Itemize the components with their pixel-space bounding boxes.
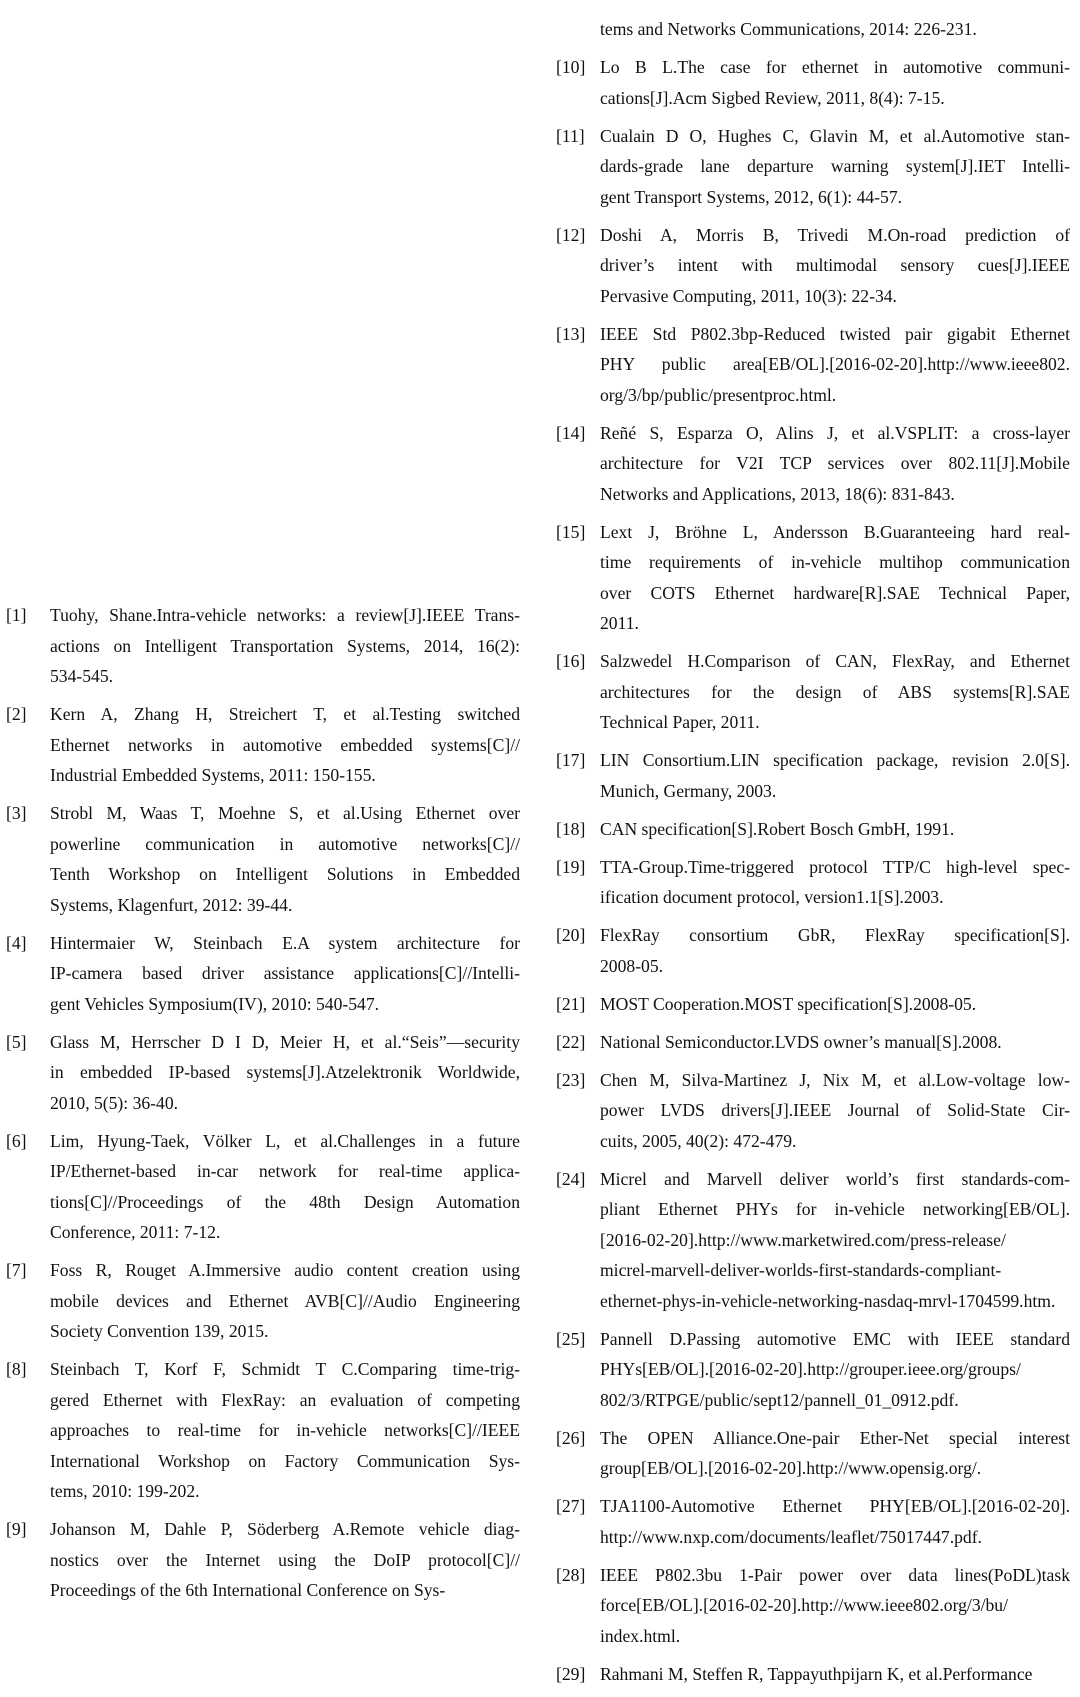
reference-item — [556, 517, 1070, 639]
reference-number: [23] — [556, 1069, 586, 1090]
reference-item — [556, 121, 1070, 213]
reference-number: [4] — [6, 932, 27, 953]
reference-line: powerline communication in automotive networks[C]// — [50, 833, 520, 854]
reference-item — [556, 220, 1070, 312]
reference-item — [6, 1514, 520, 1606]
reference-item — [556, 1164, 1070, 1317]
reference-item — [6, 1354, 520, 1507]
reference-line: IEEE Std P802.3bp-Reduced twisted pair gigabit Ethernet — [600, 323, 1070, 344]
reference-line: Steinbach T, Korf F, Schmidt T C.Comparing time-trig- — [50, 1359, 520, 1379]
reference-line: Doshi A, Morris B, Trivedi M.On-road prediction of — [600, 224, 1070, 245]
reference-number: [20] — [556, 925, 586, 945]
reference-item — [556, 814, 1070, 845]
reference-line: mobile devices and Ethernet AVB[C]//Audio Engineering — [50, 1290, 520, 1311]
reference-number: [25] — [556, 1328, 586, 1349]
reference-number: [19] — [556, 856, 586, 877]
reference-line: driver’s intent with multimodal sensory cues[J].IEEE — [600, 255, 1070, 275]
reference-line: Micrel and Marvell deliver world’s first standards-com- — [600, 1168, 1070, 1189]
reference-item — [556, 1324, 1070, 1416]
reference-line: Foss R, Rouget A.Immersive audio content creation using — [50, 1260, 520, 1280]
reference-item — [6, 699, 520, 791]
reference-number: [26] — [556, 1427, 586, 1448]
reference-line: approaches to real-time for in-vehicle networks[C]//IEEE — [50, 1420, 520, 1440]
reference-line: Reñé S, Esparza O, Alins J, et al.VSPLIT: a cross-layer — [600, 422, 1070, 443]
reference-line: Rahmani M, Steffen R, Tappayuthpijarn K, et al.Performance — [600, 1663, 1033, 1684]
reference-line: tems and Networks Communications, 2014: 226-231. — [600, 19, 977, 39]
reference-line: pliant Ethernet PHYs for in-vehicle networking[EB/OL]. — [600, 1199, 1070, 1219]
reference-item — [556, 852, 1070, 913]
reference-line: MOST Cooperation.MOST specification[S].2008-05. — [600, 993, 977, 1014]
reference-item — [6, 1027, 520, 1119]
reference-item — [556, 1027, 1070, 1058]
reference-number: [6] — [6, 1130, 27, 1151]
reference-line: ethernet-phys-in-vehicle-networking-nasdaq-mrvl-1704599.htm. — [600, 1290, 1056, 1311]
reference-line: Lim, Hyung-Taek, Völker L, et al.Challenges in a future — [50, 1130, 520, 1151]
reference-number: [8] — [6, 1359, 27, 1379]
reference-line: time requirements of in-vehicle multihop communication — [600, 552, 1070, 572]
reference-number: [17] — [556, 750, 586, 770]
reference-line: The OPEN Alliance.One-pair Ether-Net special interest — [600, 1427, 1070, 1448]
reference-number: [28] — [556, 1564, 586, 1585]
reference-line: architectures for the design of ABS systems[R].SAE — [600, 681, 1070, 702]
reference-item — [556, 1560, 1070, 1652]
reference-item — [556, 52, 1070, 113]
reference-line: Pannell D.Passing automotive EMC with IEEE standard — [600, 1328, 1070, 1349]
reference-number: [11] — [556, 125, 585, 146]
reference-number: [24] — [556, 1168, 586, 1189]
reference-line: Tuohy, Shane.Intra-vehicle networks: a review[J].IEEE Trans- — [50, 605, 520, 625]
reference-line: Cualain D O, Hughes C, Glavin M, et al.Automotive stan- — [600, 125, 1070, 146]
reference-line: Lext J, Bröhne L, Andersson B.Guaranteeing hard real- — [600, 521, 1070, 542]
reference-number: [15] — [556, 521, 586, 542]
reference-number: [10] — [556, 57, 586, 77]
reference-line: International Workshop on Factory Communication Sys- — [50, 1450, 520, 1471]
reference-item — [556, 745, 1070, 806]
reference-line: gent Vehicles Symposium(IV), 2010: 540-547. — [50, 993, 380, 1014]
reference-line: nostics over the Internet using the DoIP protocol[C]// — [50, 1549, 520, 1570]
references-left-column — [6, 600, 520, 1613]
reference-number: [16] — [556, 651, 586, 671]
reference-line: Hintermaier W, Steinbach E.A system architecture for — [50, 932, 520, 953]
reference-line: IP-camera based driver assistance applications[C]//Intelli- — [50, 963, 520, 983]
reference-item — [6, 798, 520, 920]
reference-item — [6, 928, 520, 1020]
reference-line: gered Ethernet with FlexRay: an evaluation of competing — [50, 1389, 520, 1410]
reference-number: [27] — [556, 1496, 586, 1516]
reference-line: over COTS Ethernet hardware[R].SAE Technical Paper, — [600, 582, 1070, 603]
reference-line: 802/3/RTPGE/public/sept12/pannell_01_0912.pdf. — [600, 1389, 959, 1410]
reference-item — [556, 920, 1070, 981]
reference-item — [6, 600, 520, 692]
reference-number: [3] — [6, 803, 27, 823]
reference-line: Society Convention 139, 2015. — [50, 1321, 269, 1341]
reference-line: dards-grade lane departure warning system[J].IET Intelli- — [600, 156, 1070, 176]
reference-line: Tenth Workshop on Intelligent Solutions in Embedded — [50, 864, 520, 884]
reference-line: tions[C]//Proceedings of the 48th Design Automation — [50, 1191, 520, 1212]
reference-item — [556, 646, 1070, 738]
reference-line: CAN specification[S].Robert Bosch GmbH, 1991. — [600, 818, 955, 839]
reference-line: Conference, 2011: 7-12. — [50, 1222, 221, 1242]
reference-line: 2011. — [600, 613, 639, 633]
reference-line: Strobl M, Waas T, Moehne S, et al.Using Ethernet over — [50, 803, 520, 823]
reference-line: IP/Ethernet-based in-car network for real-time applica- — [50, 1161, 520, 1181]
reference-line: Industrial Embedded Systems, 2011: 150-155. — [50, 765, 376, 785]
reference-line: Technical Paper, 2011. — [600, 712, 760, 732]
reference-line: Networks and Applications, 2013, 18(6): 831-843. — [600, 483, 955, 504]
reference-line: PHY public area[EB/OL].[2016-02-20].http://www.ieee802. — [600, 354, 1070, 374]
reference-number: [1] — [6, 605, 27, 625]
reference-line: Munich, Germany, 2003. — [600, 780, 777, 801]
reference-number: [9] — [6, 1519, 27, 1539]
reference-line: IEEE P802.3bu 1-Pair power over data lines(PoDL)task — [600, 1564, 1070, 1585]
reference-line: cuits, 2005, 40(2): 472-479. — [600, 1130, 797, 1151]
reference-continuation — [556, 14, 1070, 45]
reference-item — [556, 1065, 1070, 1157]
reference-line: Lo B L.The case for ethernet in automotive communi- — [600, 57, 1070, 77]
reference-item — [556, 989, 1070, 1020]
reference-number: [2] — [6, 704, 27, 724]
reference-item — [556, 319, 1070, 411]
reference-item — [556, 1423, 1070, 1484]
reference-item — [556, 418, 1070, 510]
reference-line: 534-545. — [50, 666, 114, 686]
reference-line: group[EB/OL].[2016-02-20].http://www.opensig.org/. — [600, 1458, 982, 1478]
reference-line: TTA-Group.Time-triggered protocol TTP/C high-level spec- — [600, 856, 1070, 877]
reference-line: [2016-02-20].http://www.marketwired.com/press-release/ — [600, 1229, 1006, 1250]
reference-line: architecture for V2I TCP services over 802.11[J].Mobile — [600, 453, 1070, 473]
reference-item — [6, 1126, 520, 1248]
reference-number: [29] — [556, 1663, 586, 1684]
reference-line: force[EB/OL].[2016-02-20].http://www.ieee802.org/3/bu/ — [600, 1595, 1008, 1615]
reference-line: Johanson M, Dahle P, Söderberg A.Remote vehicle diag- — [50, 1519, 520, 1539]
reference-number: [14] — [556, 422, 586, 443]
reference-line: PHYs[EB/OL].[2016-02-20].http://grouper.ieee.org/groups/ — [600, 1359, 1021, 1379]
reference-line: Salzwedel H.Comparison of CAN, FlexRay, and Ethernet — [600, 651, 1070, 671]
reference-line: http://www.nxp.com/documents/leaflet/75017447.pdf. — [600, 1526, 982, 1547]
reference-item — [6, 1255, 520, 1347]
reference-line: Kern A, Zhang H, Streichert T, et al.Testing switched — [50, 704, 520, 724]
reference-line: gent Transport Systems, 2012, 6(1): 44-57. — [600, 186, 903, 207]
reference-line: tems, 2010: 199-202. — [50, 1481, 200, 1501]
reference-line: actions on Intelligent Transportation Systems, 2014, 16(2): — [50, 635, 520, 656]
reference-number: [18] — [556, 818, 586, 839]
reference-line: TJA1100-Automotive Ethernet PHY[EB/OL].[2016-02-20]. — [600, 1496, 1070, 1516]
reference-number: [12] — [556, 224, 586, 245]
reference-line: Proceedings of the 6th International Conference on Sys- — [50, 1580, 446, 1600]
reference-line: power LVDS drivers[J].IEEE Journal of Solid-State Cir- — [600, 1100, 1070, 1120]
reference-line: 2010, 5(5): 36-40. — [50, 1092, 179, 1113]
reference-line: 2008-05. — [600, 955, 664, 976]
reference-number: [7] — [6, 1260, 27, 1280]
reference-line: index.html. — [600, 1625, 681, 1646]
reference-line: Pervasive Computing, 2011, 10(3): 22-34. — [600, 285, 897, 306]
reference-line: Systems, Klagenfurt, 2012: 39-44. — [50, 894, 293, 915]
reference-line: Glass M, Herrscher D I D, Meier H, et al.“Seis”—security — [50, 1031, 520, 1052]
reference-line: cations[J].Acm Sigbed Review, 2011, 8(4): 7-15. — [600, 87, 945, 108]
reference-line: micrel-marvell-deliver-worlds-first-standards-compliant- — [600, 1260, 1002, 1280]
reference-number: [13] — [556, 323, 586, 344]
reference-number: [21] — [556, 993, 586, 1014]
reference-line: org/3/bp/public/presentproc.html. — [600, 384, 837, 405]
reference-line: ification document protocol, version1.1[S].2003. — [600, 887, 944, 907]
reference-line: National Semiconductor.LVDS owner’s manual[S].2008. — [600, 1031, 1002, 1052]
reference-number: [22] — [556, 1031, 586, 1052]
reference-number: [5] — [6, 1031, 27, 1052]
reference-line: Chen M, Silva-Martinez J, Nix M, et al.Low-voltage low- — [600, 1069, 1070, 1090]
reference-line: FlexRay consortium GbR, FlexRay specification[S]. — [600, 925, 1070, 945]
reference-line: LIN Consortium.LIN specification package, revision 2.0[S]. — [600, 750, 1070, 770]
references-right-column — [556, 14, 1070, 1697]
reference-item — [556, 1659, 1070, 1690]
reference-line: Ethernet networks in automotive embedded systems[C]// — [50, 734, 520, 755]
reference-line: in embedded IP-based systems[J].Atzelektronik Worldwide, — [50, 1062, 520, 1082]
